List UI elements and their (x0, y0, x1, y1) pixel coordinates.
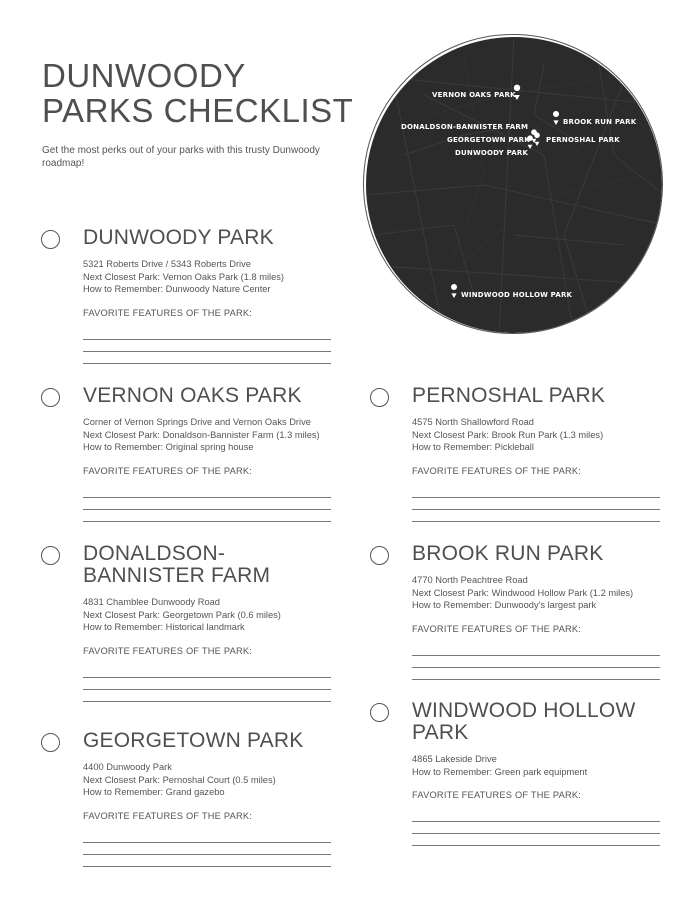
park-remember: How to Remember: Green park equipment (412, 766, 588, 777)
park-remember: How to Remember: Historical landmark (83, 622, 245, 632)
park-next-closest: Next Closest Park: Windwood Hollow Park (1.2 miles) (412, 587, 634, 598)
notes-lines[interactable] (83, 486, 333, 522)
notes-lines[interactable] (412, 486, 662, 522)
park-georgetown (83, 730, 333, 867)
park-address: 4831 Chamblee Dunwoody Road (83, 597, 220, 607)
page-subtitle: Get the most perks out of your parks with this trusty Dunwoody roadmap! (42, 145, 320, 169)
park-address: Corner of Vernon Springs Drive and Vernon Oaks Drive (83, 417, 311, 427)
park-next-closest: Next Closest Park: Brook Run Park (1.3 miles) (412, 429, 604, 440)
park-name: GEORGETOWN PARK (83, 729, 304, 752)
checkbox-pernoshal[interactable] (370, 388, 389, 407)
favorite-features-label: FAVORITE FEATURES OF THE PARK: (83, 645, 253, 656)
park-info (412, 416, 662, 454)
checkbox-windwood-hollow[interactable] (370, 703, 389, 722)
park-next-closest: Next Closest Park: Georgetown Park (0.6 miles) (83, 609, 281, 620)
park-name-line-1: WINDWOOD HOLLOW (412, 699, 636, 722)
checkbox-dunwoody[interactable] (41, 230, 60, 249)
page-title-line-2: PARKS CHECKLIST (42, 92, 354, 129)
park-remember: How to Remember: Grand gazebo (83, 787, 225, 797)
map-label-pernoshal: PERNOSHAL PARK (546, 136, 620, 144)
park-name (412, 700, 662, 744)
favorite-features-label: FAVORITE FEATURES OF THE PARK: (83, 307, 253, 318)
park-pernoshal (412, 385, 662, 522)
favorite-features-label: FAVORITE FEATURES OF THE PARK: (412, 623, 582, 634)
notes-lines[interactable] (83, 831, 333, 867)
park-info (83, 596, 333, 634)
map-label-georgetown: GEORGETOWN PARK (447, 136, 530, 144)
park-remember: How to Remember: Pickleball (412, 442, 534, 452)
notes-lines[interactable] (412, 810, 662, 846)
park-windwood-hollow (412, 700, 662, 846)
park-brook-run (412, 543, 662, 680)
park-next-closest: Next Closest Park: Pernoshal Court (0.5 miles) (83, 774, 276, 785)
park-info (83, 761, 333, 799)
park-address: 5321 Roberts Drive / 5343 Roberts Drive (83, 259, 251, 269)
map-label-windwood: WINDWOOD HOLLOW PARK (461, 291, 573, 299)
favorite-features-label: FAVORITE FEATURES OF THE PARK: (83, 465, 253, 476)
park-remember: How to Remember: Dunwoody's largest park (412, 600, 597, 610)
favorite-features-label: FAVORITE FEATURES OF THE PARK: (412, 790, 582, 800)
map-label-donaldson: DONALDSON-BANNISTER FARM (401, 123, 529, 131)
park-name: DUNWOODY PARK (83, 226, 274, 249)
favorite-features-label: FAVORITE FEATURES OF THE PARK: (83, 810, 253, 821)
notes-lines[interactable] (83, 666, 333, 702)
park-remember: How to Remember: Original spring house (83, 442, 254, 452)
map-label-brook-run: BROOK RUN PARK (563, 118, 637, 126)
checkbox-georgetown[interactable] (41, 733, 60, 752)
park-donaldson-bannister (83, 543, 333, 702)
park-name: VERNON OAKS PARK (83, 384, 302, 407)
checkbox-donaldson-bannister[interactable] (41, 546, 60, 565)
notes-lines[interactable] (412, 644, 662, 680)
park-info (412, 574, 662, 612)
park-name-line-2: PARK (412, 721, 469, 744)
park-name-line-2: BANNISTER FARM (83, 564, 271, 587)
park-address: 4770 North Peachtree Road (412, 575, 528, 585)
park-next-closest: Next Closest Park: Donaldson-Bannister Farm (1.3 miles) (83, 429, 320, 440)
page-title-line-1: DUNWOODY (42, 57, 246, 94)
park-dunwoody (83, 227, 333, 364)
map-label-vernon-oaks: VERNON OAKS PARK (432, 91, 516, 99)
map-label-dunwoody: DUNWOODY PARK (455, 149, 529, 157)
park-info (83, 416, 333, 454)
park-address: 4400 Dunwoody Park (83, 762, 172, 772)
notes-lines[interactable] (83, 328, 333, 364)
park-remember: How to Remember: Dunwoody Nature Center (83, 284, 271, 294)
park-vernon-oaks (83, 385, 333, 522)
parks-map (363, 34, 663, 334)
park-name (83, 543, 333, 587)
park-name: BROOK RUN PARK (412, 542, 604, 565)
park-info (412, 753, 662, 778)
park-info (83, 258, 333, 296)
checkbox-brook-run[interactable] (370, 546, 389, 565)
park-name: PERNOSHAL PARK (412, 384, 606, 407)
page-title (42, 58, 353, 128)
park-address: 4865 Lakeside Drive (412, 754, 497, 764)
favorite-features-label: FAVORITE FEATURES OF THE PARK: (412, 465, 582, 476)
checkbox-vernon-oaks[interactable] (41, 388, 60, 407)
park-name-line-1: DONALDSON- (83, 542, 226, 565)
park-next-closest: Next Closest Park: Vernon Oaks Park (1.8 miles) (83, 271, 284, 282)
map-background (364, 35, 663, 334)
park-address: 4575 North Shallowford Road (412, 417, 534, 427)
